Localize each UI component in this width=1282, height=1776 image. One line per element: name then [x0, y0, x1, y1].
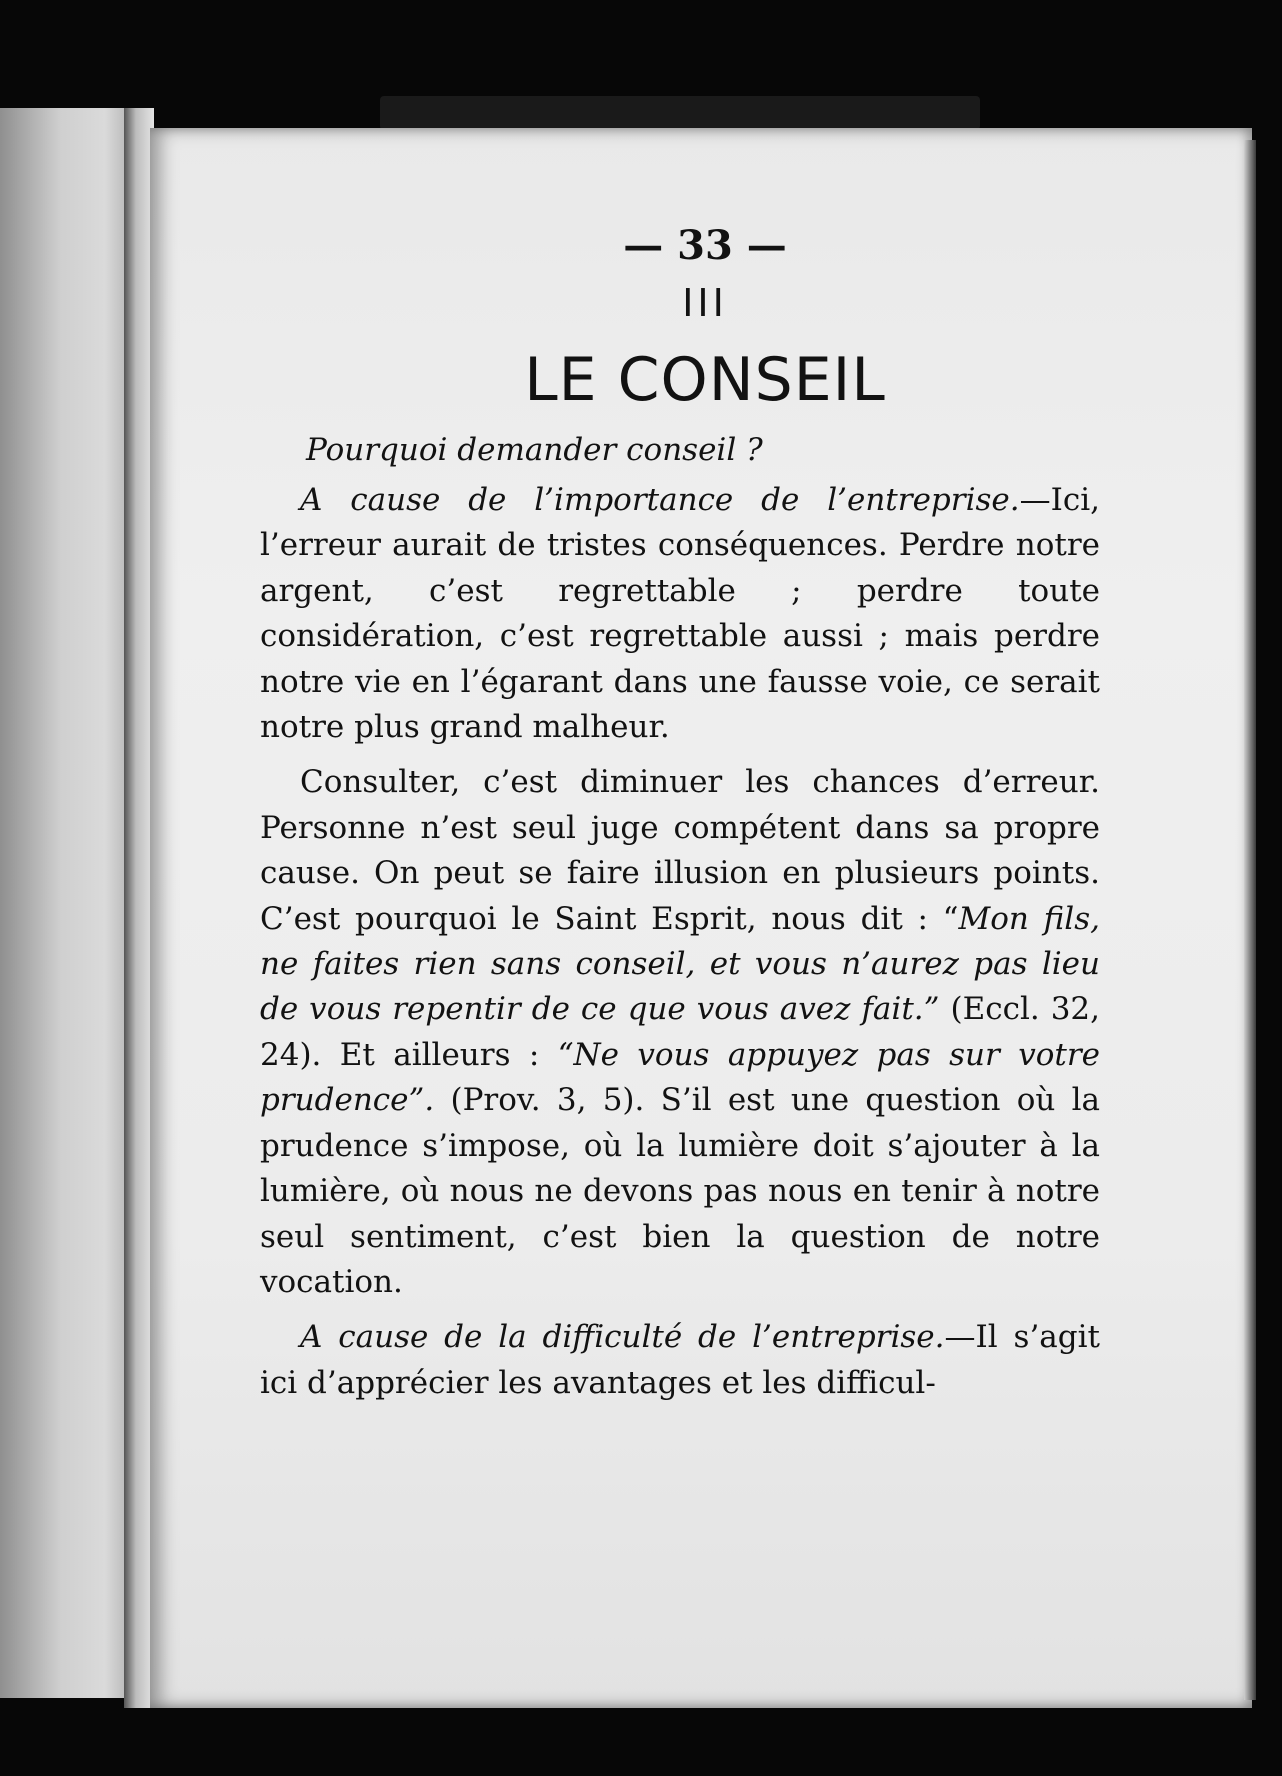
page-content [240, 222, 1100, 1416]
chapter-number: III [682, 281, 728, 325]
page-number: — 33 — [623, 222, 787, 269]
paragraph-lead: A cause de la difficulté de l’entreprise. [300, 1319, 945, 1356]
paragraph-text: Consulter, c’est diminuer les chances d’erreur. Personne n’est seul juge compétent dans sa propre cause. On peut se faire illusion en plusieurs points. C’est pourquoi le Saint Esprit, nous dit : “ [260, 764, 1100, 937]
paragraph-text: —Ici, l’erreur aurait de tristes conséquences. Perdre notre argent, c’est regrettable ; perdre toute considération, c’est regrettable aussi ; mais perdre notre vie en l’égarant dans une fausse voie, ce serait notre plus grand malheur. [260, 482, 1100, 746]
paragraph-importance [240, 478, 1100, 750]
section-question: Pourquoi demander conseil ? [306, 432, 763, 468]
page-top-shadow [380, 96, 980, 130]
chapter-title: LE CONSEIL [524, 345, 886, 415]
scripture-quote: Mon fils, ne faites rien sans conseil, et vous n’aurez pas lieu de vous repentir de ce que vous avez fait.” [260, 900, 1100, 1028]
paragraph-text: (Prov. 3, 5). S’il est une question où la prudence s’impose, où la lumière doit s’ajouter à la lumière, où nous ne devons pas nous en tenir à notre seul sentiment, c’est bien la question de notre vocation. [260, 1082, 1100, 1300]
paragraph-text: (Eccl. 32, 24). Et ailleurs : [260, 991, 1100, 1073]
page-right-edge [1244, 140, 1256, 1700]
paragraph-lead: A cause de l’importance de l’entreprise. [300, 482, 1020, 518]
paragraph-difficulte [240, 1315, 1100, 1406]
paragraph-text: —Il s’agit ici d’apprécier les avantages et les difficul- [260, 1319, 1101, 1401]
paragraph-consulter [240, 760, 1100, 1305]
scripture-quote: “Ne vous appuyez pas sur votre prudence”. [260, 1036, 1101, 1119]
